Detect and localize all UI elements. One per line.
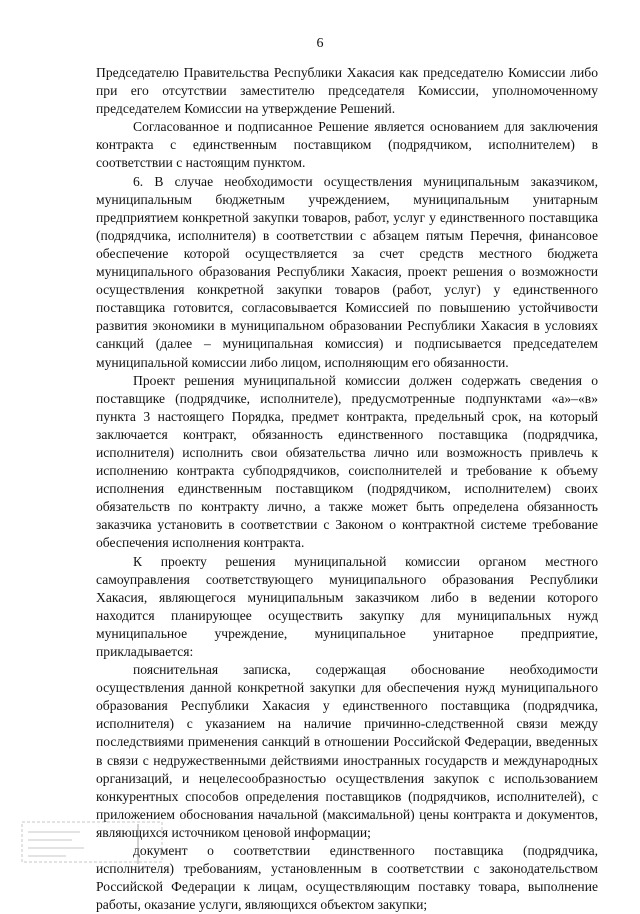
page-number: 6 [316, 36, 324, 51]
paragraph-attachments-intro: К проекту решения муниципальной комиссии органом местного самоуправления соответствующего муниципального образования Республики Хакасия, являющегося муниципальным заказчиком либо в ведении которого находится планирующее осуществить закупку для муниципальных нужд муниципальное учреждение, муниципальное унитарное предприятие, прикладывается: [96, 553, 598, 659]
paragraph-chairman-approval: Председателю Правительства Республики Хакасия как председателю Комиссии либо при его отсутствии заместителю председателя Комиссии, уполномоченному председателем Комиссии на утверждение Решений. [96, 65, 598, 117]
paragraph-compliance-document: документ о соответствии единственного поставщика (подрядчика, исполнителя) требованиям, установленным в соответствии с законодательством Российской Федерации к лицам, осуществляющим поставку товара, выполнение работы, оказание услуги, являющихся объектом закупки; [96, 843, 598, 913]
paragraph-draft-decision-content: Проект решения муниципальной комиссии должен содержать сведения о поставщике (подрядчике, исполнителе), предусмотренные подпунктами «а»–«в» пункта 3 настоящего Порядка, предмет контракта, предельный срок, на который заключается контракт, обязанность единственного поставщика (подрядчика, исполнителя) исполнить свои обязательства лично или возможность привлечь к исполнению контракта субподрядчиков, соисполнителей и требование к объему исполнения единственным поставщиком (подрядчиком, исполнителем) своих обязательств по контракту лично, а также может быть определена обязанность заказчика установить в соответствии с Законом о контрактной системе требование обеспечения исполнения контракта. [96, 372, 598, 551]
paragraph-explanatory-note: пояснительная записка, содержащая обоснование необходимости осуществления данной конкретной закупки для обеспечения нужд муниципального образования Республики Хакасия у единственного поставщика (подрядчика, исполнителя) с указанием на наличие причинно-следственной связи между последствиями применения санкций в отношении Российской Федерации, введенных в связи с недружественными действиями иностранных государств и международных организаций, и нецелесообразностью осуществления закупок с использованием конкурентных способов определения поставщиков (подрядчиков, исполнителей), с приложением обоснования начальной (максимальной) цены контракта и документов, являющихся источником ценовой информации; [96, 662, 598, 840]
paragraph-item-6: 6. В случае необходимости осуществления муниципальным заказчиком, муниципальным бюджетным учреждением, муниципальным унитарным предприятием конкретной закупки товаров, работ, услуг у единственного поставщика (подрядчика, исполнителя) в соответствии с абзацем пятым Перечня, финансовое обеспечение которой осуществляется за счет средств местного бюджета муниципального образования Республики Хакасия, проект решения о возможности осуществления конкретной закупки товаров (работ, услуг) у единственного поставщика готовится, согласовывается Комиссией по повышению устойчивости развития экономики в муниципальном образовании Республики Хакасия в условиях санкций (далее – муниципальная комиссия) и подписывается председателем муниципальной комиссии либо лицом, исполняющим его обязанности. [96, 173, 598, 370]
document-body [96, 64, 598, 914]
paragraph-contract-basis: Согласованное и подписанное Решение является основанием для заключения контракта с единственным поставщиком (подрядчиком, исполнителем) в соответствии с настоящим пунктом. [96, 119, 598, 171]
